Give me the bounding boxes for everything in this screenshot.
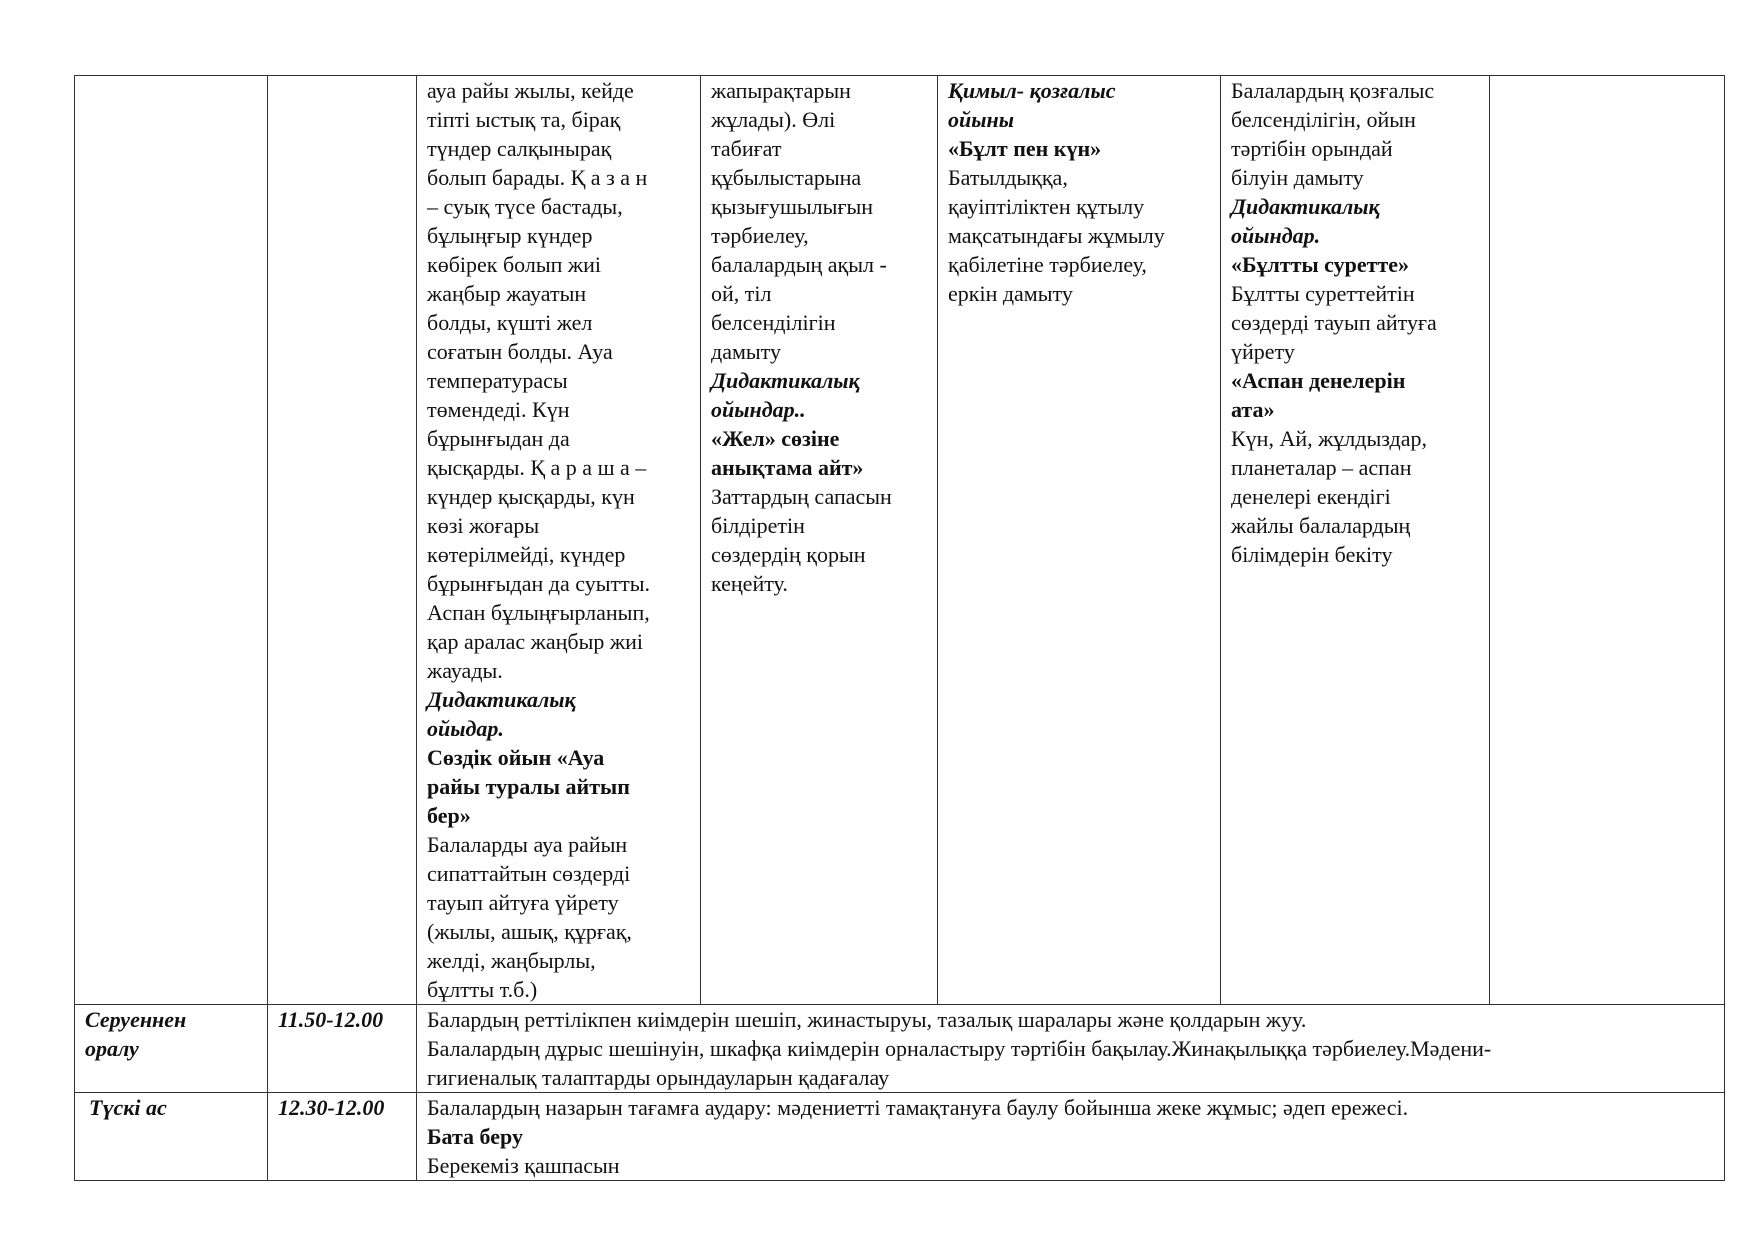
- text-line: Аспан бұлыңғырланып,: [427, 600, 650, 625]
- text-line: райы туралы айтып: [427, 774, 630, 799]
- text-line: Бұлтты суреттейтін: [1231, 281, 1415, 306]
- text-line: сипаттайтын сөздерді: [427, 861, 631, 886]
- text-line: ойындар..: [711, 397, 806, 422]
- text-line: планеталар – аспан: [1231, 455, 1412, 480]
- text-line: гигиеналық талаптарды орындауларын қадағалау: [427, 1065, 890, 1090]
- row-time-lunch: 12.30-12.00: [268, 1093, 417, 1181]
- text-line: ойындар.: [1231, 223, 1321, 248]
- text-line: сөздерді тауып айтуға: [1231, 310, 1437, 335]
- text-line: түндер салқынырақ: [427, 136, 612, 161]
- text-line: Батылдыққа,: [948, 165, 1068, 190]
- leaves-observation-cell: [701, 76, 938, 1005]
- text-line: денелері екендігі: [1231, 484, 1391, 509]
- text-line: белсенділігін, ойын: [1231, 107, 1416, 132]
- text-line: ойыдар.: [427, 716, 504, 741]
- table-row-activities: [75, 76, 1725, 1005]
- table-row-lunch: [75, 1093, 1725, 1181]
- text-line: Балалардың қозғалыс: [1231, 78, 1435, 103]
- text-line: көтерілмейді, күндер: [427, 542, 626, 567]
- text-line: «Бұлтты суретте»: [1231, 252, 1410, 277]
- row-time-return: 11.50-12.00: [268, 1005, 417, 1093]
- text-line: тәрбиелеу,: [711, 223, 809, 248]
- empty-last-cell: [1490, 76, 1725, 1005]
- daily-plan-table: [74, 75, 1725, 1181]
- row-label-line: Серуеннен: [85, 1007, 187, 1032]
- text-line: – суық түсе бастады,: [427, 194, 623, 219]
- text-line: қысқарды. Қ а р а ш а –: [427, 455, 647, 480]
- text-line: табиғат: [711, 136, 782, 161]
- text-line: білдіретін: [711, 513, 805, 538]
- text-line: көзі жоғары: [427, 513, 540, 538]
- text-line: қызығушылығын: [711, 194, 874, 219]
- text-line: Дидактикалық: [711, 368, 860, 393]
- cloud-games-cell: [1221, 76, 1490, 1005]
- text-line: Дидактикалық: [1231, 194, 1380, 219]
- return-description-cell: [417, 1005, 1725, 1093]
- text-line: ата»: [1231, 397, 1275, 422]
- text-line: Заттардың сапасын: [711, 484, 892, 509]
- text-line: желді, жаңбырлы,: [427, 948, 596, 973]
- text-line: үйрету: [1231, 339, 1295, 364]
- text-line: Бата беру: [427, 1124, 523, 1149]
- text-line: анықтама айт»: [711, 455, 864, 480]
- text-line: Балаларды ауа райын: [427, 832, 628, 857]
- text-line: бұлтты т.б.): [427, 977, 538, 1002]
- text-line: соғатын болды. Ауа: [427, 339, 613, 364]
- empty-time-cell: [268, 76, 417, 1005]
- text-line: Балалардың назарын тағамға аудару: мәдениетті тамақтануға баулу бойынша жеке жұмыс; әдеп ережесі.: [427, 1095, 1409, 1120]
- text-line: балалардың ақыл -: [711, 252, 887, 277]
- text-line: «Аспан денелерін: [1231, 368, 1406, 393]
- text-line: (жылы, ашық, құрғақ,: [427, 919, 632, 944]
- text-line: Балалардың дұрыс шешінуін, шкафқа киімдерін орналастыру тәртібін бақылау.Жинақылыққа тәрбиелеу.Мәдени-: [427, 1036, 1492, 1061]
- text-line: тәртібін орындай: [1231, 136, 1393, 161]
- text-line: жайлы балалардың: [1231, 513, 1411, 538]
- text-line: температурасы: [427, 368, 568, 393]
- lunch-description-cell: [417, 1093, 1725, 1181]
- weather-observation-cell: [417, 76, 701, 1005]
- text-line: Сөздік ойын «Ауа: [427, 745, 605, 770]
- text-line: Балардың реттілікпен киімдерін шешіп, жинастыруы, тазалық шаралары және қолдарын жуу.: [427, 1007, 1307, 1032]
- text-line: болды, күшті жел: [427, 310, 593, 335]
- text-line: жапырақтарын: [711, 78, 851, 103]
- text-line: «Бұлт пен күн»: [948, 136, 1102, 161]
- text-line: белсенділігін: [711, 310, 836, 335]
- text-line: кеңейту.: [711, 571, 788, 596]
- text-line: тіпті ыстық та, бірақ: [427, 107, 621, 132]
- text-line: жаңбыр жауатын: [427, 281, 587, 306]
- text-line: Қимыл- қозғалыс: [948, 78, 1116, 103]
- text-line: қар аралас жаңбыр жиі: [427, 629, 643, 654]
- text-line: төмендеді. Күн: [427, 397, 570, 422]
- row-label-line: оралу: [85, 1036, 139, 1061]
- text-line: жұлады). Өлі: [711, 107, 836, 132]
- text-line: «Жел» сөзіне: [711, 426, 840, 451]
- row-label-line: Түскі ас: [89, 1095, 167, 1120]
- text-line: қауіптіліктен құтылу: [948, 194, 1145, 219]
- text-line: ой, тіл: [711, 281, 772, 306]
- text-line: сөздердің қорын: [711, 542, 866, 567]
- text-line: мақсатындағы жұмылу: [948, 223, 1165, 248]
- text-line: дамыту: [711, 339, 781, 364]
- text-line: білімдерін бекіту: [1231, 542, 1393, 567]
- text-line: білуін дамыту: [1231, 165, 1364, 190]
- row-label-lunch: [75, 1093, 268, 1181]
- text-line: күндер қысқарды, күн: [427, 484, 635, 509]
- text-line: бұлыңғыр күндер: [427, 223, 593, 248]
- text-line: еркін дамыту: [948, 281, 1073, 306]
- text-line: көбірек болып жиі: [427, 252, 601, 277]
- text-line: жауады.: [427, 658, 503, 683]
- text-line: ойыны: [948, 107, 1014, 132]
- table-row-return-from-walk: [75, 1005, 1725, 1093]
- text-line: Дидактикалық: [427, 687, 576, 712]
- text-line: тауып айтуға үйрету: [427, 890, 619, 915]
- text-line: Берекеміз қашпасын: [427, 1153, 620, 1178]
- text-line: ауа райы жылы, кейде: [427, 78, 634, 103]
- row-label-return: [75, 1005, 268, 1093]
- text-line: Күн, Ай, жұлдыздар,: [1231, 426, 1428, 451]
- text-line: бер»: [427, 803, 471, 828]
- text-line: бұрынғыдан да суытты.: [427, 571, 651, 596]
- text-line: қабілетіне тәрбиелеу,: [948, 252, 1147, 277]
- movement-game-cell: [938, 76, 1221, 1005]
- text-line: болып барады. Қ а з а н: [427, 165, 648, 190]
- empty-label-cell: [75, 76, 268, 1005]
- text-line: құбылыстарына: [711, 165, 862, 190]
- text-line: бұрынғыдан да: [427, 426, 570, 451]
